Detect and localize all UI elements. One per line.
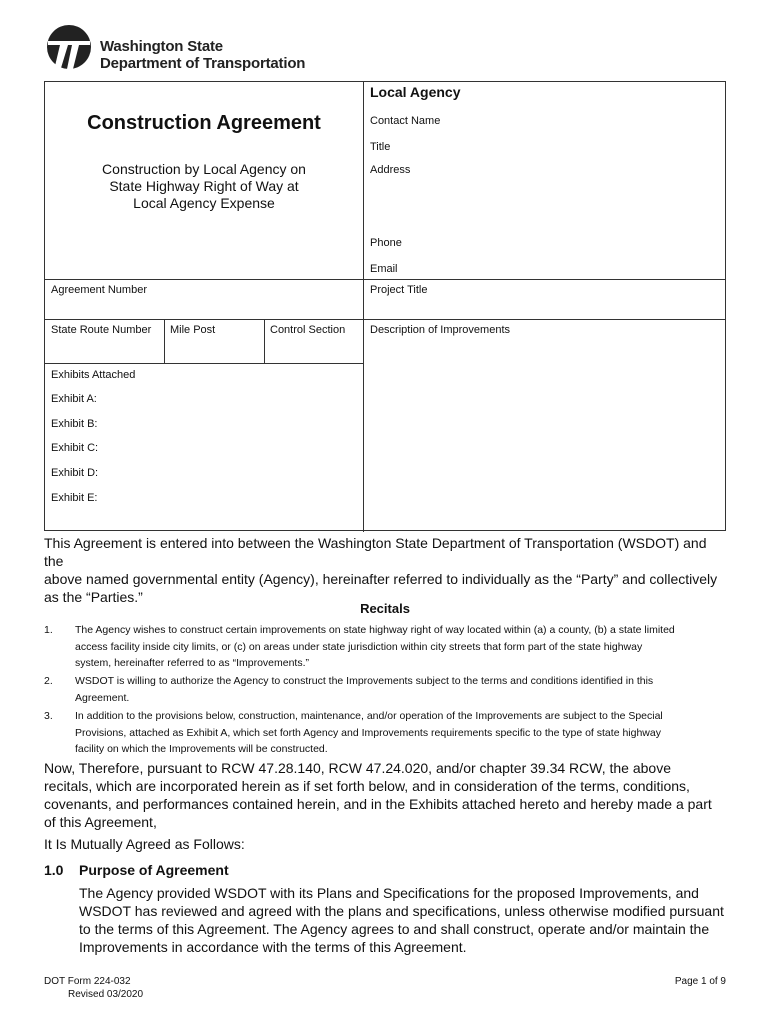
local-agency-heading: Local Agency [370, 84, 461, 100]
mile-post-label[interactable]: Mile Post [170, 324, 216, 336]
now-therefore-line: recitals, which are incorporated herein as if set forth below, and in consideration of the terms, conditions, [44, 778, 690, 794]
divider [45, 363, 363, 364]
control-section-label[interactable]: Control Section [270, 324, 346, 336]
divider [363, 82, 364, 532]
recital-item [44, 622, 728, 672]
subtitle-line: State Highway Right of Way at [109, 178, 299, 194]
org-line-2: Department of Transportation [100, 55, 306, 72]
section-line: The Agency provided WSDOT with its Plans and Specifications for the proposed Improvements, and [79, 885, 699, 901]
divider [164, 319, 165, 363]
recital-line: system, hereinafter referred to as “Improvements.” [75, 657, 309, 669]
section-line: Improvements in accordance with the terms of this Agreement. [79, 939, 467, 955]
form-title: Construction Agreement [87, 112, 321, 134]
recital-text [75, 622, 728, 672]
form-number: DOT Form 224-032 [44, 976, 131, 987]
title-label[interactable]: Title [370, 141, 391, 153]
now-therefore-line: of this Agreement, [44, 814, 157, 830]
intro-line: This Agreement is entered into between the Washington State Department of Transportation (WSDOT) and the [44, 535, 707, 569]
subtitle-line: Local Agency Expense [133, 195, 275, 211]
recital-line: facility on which the Improvements will be constructed. [75, 743, 328, 755]
contact-name-label[interactable]: Contact Name [370, 115, 441, 127]
subtitle-line: Construction by Local Agency on [102, 161, 306, 177]
revised-date: Revised 03/2020 [68, 989, 144, 1000]
section-title: Purpose of Agreement [79, 862, 229, 878]
wsdot-logo-icon [46, 24, 92, 70]
org-line-1: Washington State [100, 38, 223, 55]
exhibit-b-label[interactable]: Exhibit B: [51, 418, 98, 430]
exhibit-c-label[interactable]: Exhibit C: [51, 442, 99, 454]
intro-line: above named governmental entity (Agency), hereinafter referred to individually as the “Party” and collectively [44, 571, 718, 587]
page-number: Page 1 of 9 [674, 976, 726, 987]
intro-paragraph [44, 534, 728, 606]
section-number: 1.0 [44, 862, 64, 878]
description-label[interactable]: Description of Improvements [370, 324, 510, 336]
recital-number: 1. [44, 624, 53, 636]
recital-text [75, 673, 728, 706]
now-therefore-line: covenants, and performances contained herein, and in the Exhibits attached hereto and hereby made a part [44, 796, 712, 812]
exhibit-d-label[interactable]: Exhibit D: [51, 467, 99, 479]
recital-number: 2. [44, 675, 53, 687]
state-route-label[interactable]: State Route Number [51, 324, 152, 336]
recital-line: The Agency wishes to construct certain improvements on state highway right of way located within (a) a county, (b) a state limited [75, 624, 675, 636]
recital-number: 3. [44, 710, 53, 722]
now-therefore-paragraph [44, 759, 728, 831]
intro-line: as the “Parties.” [44, 589, 143, 605]
exhibits-label: Exhibits Attached [51, 369, 136, 381]
exhibit-a-label[interactable]: Exhibit A: [51, 393, 97, 405]
wsdot-header [46, 22, 346, 78]
section-line: to the terms of this Agreement. The Agency agrees to and shall construct, operate and/or maintain the [79, 921, 710, 937]
recital-text [75, 708, 728, 758]
recitals-heading: Recitals [360, 601, 410, 616]
agreement-number-label[interactable]: Agreement Number [51, 284, 147, 296]
recital-line: Provisions, attached as Exhibit A, which set forth Agency and Improvements requirements specific to the type of state highway [75, 726, 661, 739]
section-line: WSDOT has reviewed and agreed with the plans and specifications, unless otherwise modified pursuant [79, 903, 724, 919]
now-therefore-line: Now, Therefore, pursuant to RCW 47.28.140, RCW 47.24.020, and/or chapter 39.34 RCW, the above [44, 760, 671, 776]
recital-item [44, 673, 728, 707]
mutually-agreed-line: It Is Mutually Agreed as Follows: [44, 836, 245, 852]
email-label[interactable]: Email [370, 263, 398, 275]
org-name [100, 38, 305, 72]
recital-line: WSDOT is willing to authorize the Agency to construct the Improvements subject to the terms and conditions identified in this [75, 675, 654, 687]
project-title-label[interactable]: Project Title [370, 284, 428, 296]
address-label[interactable]: Address [370, 164, 411, 176]
recital-item [44, 708, 728, 758]
divider [45, 319, 725, 320]
divider [264, 319, 265, 363]
agreement-form-table [44, 81, 726, 531]
form-subtitle [45, 161, 363, 212]
recital-line: access facility inside city limits, or (c) on areas under state jurisdiction within city streets that form part of the state highway [75, 640, 643, 653]
recital-line: Agreement. [75, 691, 130, 704]
section-body [79, 884, 729, 956]
recital-line: In addition to the provisions below, construction, maintenance, and/or operation of the Improvements are subject to the Special [75, 710, 663, 722]
phone-label[interactable]: Phone [370, 237, 402, 249]
exhibit-e-label[interactable]: Exhibit E: [51, 492, 98, 504]
divider [45, 279, 725, 280]
